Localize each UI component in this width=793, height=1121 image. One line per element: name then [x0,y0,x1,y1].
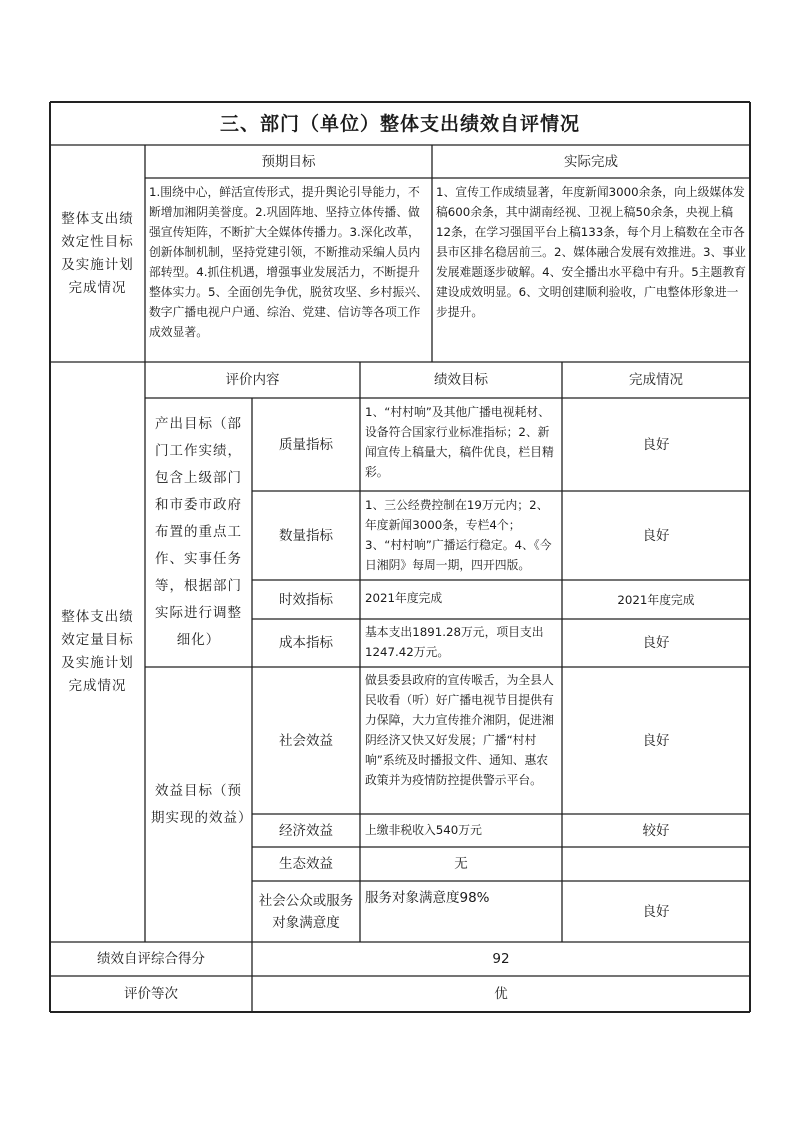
expected-header: 预期目标 [261,153,316,170]
quantitative-label: 整体支出绩效定量目标及实施计划完成情况 [61,609,134,694]
expected-text: 1.围绕中心，鲜活宣传形式，提升舆论引导能力，不断增加湘阴美誉度。2.巩固阵地、坚持立体传播、做强宣传矩阵，不断扩大全媒体传播力。3.深化改革，创新体制机制，坚持党建引领，不断推动采编人员内部转型。4.抓住机遇，增强事业发展活力，不断提升整体实力。5、全面创先争优，脱贫攻坚、乡村振兴、数字广播电视户户通、综治、党建、信访等各项工作成效显著。 [149,185,428,339]
completion-economic-benefit: 较好 [642,822,670,839]
completion-cost: 良好 [642,635,670,651]
indicator-quantity: 数量指标 [279,527,333,544]
page-title: 三、部门（单位）整体支出绩效自评情况 [219,112,580,135]
completion-quality: 良好 [642,436,670,453]
score-value: 92 [492,951,510,967]
target-timeliness: 2021年度完成 [365,591,443,605]
grade-value: 优 [494,986,508,1002]
completion-satisfaction: 良好 [642,903,670,920]
target-cost: 基本支出1891.28万元，项目支出1247.42万元。 [365,625,544,659]
completion-quantity: 良好 [642,527,670,544]
completion-header: 完成情况 [629,372,683,388]
target-quality: 1、“村村响”及其他广播电视耗材、设备符合国家行业标准指标；2、新闻宣传上稿量大，稿件优良，栏目精彩。 [365,405,554,479]
indicator-ecological-benefit: 生态效益 [279,856,333,872]
target-ecological-benefit: 无 [454,856,468,872]
completion-timeliness: 2021年度完成 [617,592,695,607]
indicator-satisfaction: 社会公众或服务对象满意度 [258,892,354,931]
target-quantity: 1、三公经费控制在19万元内；2、年度新闻3000条，专栏4个；3、“村村响”广播运行稳定。4、《今日湘阴》每周一期，四开四版。 [365,498,552,572]
indicator-cost: 成本指标 [279,635,333,651]
actual-text: 1、宣传工作成绩显著，年度新闻3000余条，向上级媒体发稿600余条，其中湖南经视、卫视上稿50余条，央视上稿12条，在学习强国平台上稿133条，每个月上稿数在全市各县市区排名稳居前三。2、媒体融合发展有效推进。3、事业发展难题逐步破解。4、安全播出水平稳中有升。5主题教育建设成效明显。6、文明创建顺利验收，广电整体形象进一步提升。 [436,185,746,319]
completion-ecological-benefit [562,847,750,881]
output-group-label: 产出目标（部门工作实绩，包含上级部门和市委市政府布置的重点工作、实事任务等，根据部门实际进行调整细化） [155,416,242,648]
indicator-economic-benefit: 经济效益 [279,822,333,839]
indicator-social-benefit: 社会效益 [279,732,333,749]
target-header: 绩效目标 [434,372,488,388]
completion-social-benefit: 良好 [642,732,670,749]
indicator-timeliness: 时效指标 [279,591,333,608]
indicator-quality: 质量指标 [279,436,333,453]
target-social-benefit: 做县委县政府的宣传喉舌，为全县人民收看（听）好广播电视节目提供有力保障，大力宣传推介湘阴，促进湘阴经济又快又好发展；广播“村村响”系统及时播报文件、通知、惠农政策并为疫情防控提供警示平台。 [365,673,554,787]
benefit-group-label: 效益目标（预期实现的效益） [151,782,253,826]
target-satisfaction: 服务对象满意度98% [365,890,490,906]
qualitative-label: 整体支出绩效定性目标及实施计划完成情况 [61,210,134,296]
content-header: 评价内容 [225,372,280,388]
target-economic-benefit: 上缴非税收入540万元 [365,823,482,837]
actual-header: 实际完成 [564,153,618,170]
grade-label: 评价等次 [124,986,178,1002]
score-label: 绩效自评综合得分 [97,951,205,967]
